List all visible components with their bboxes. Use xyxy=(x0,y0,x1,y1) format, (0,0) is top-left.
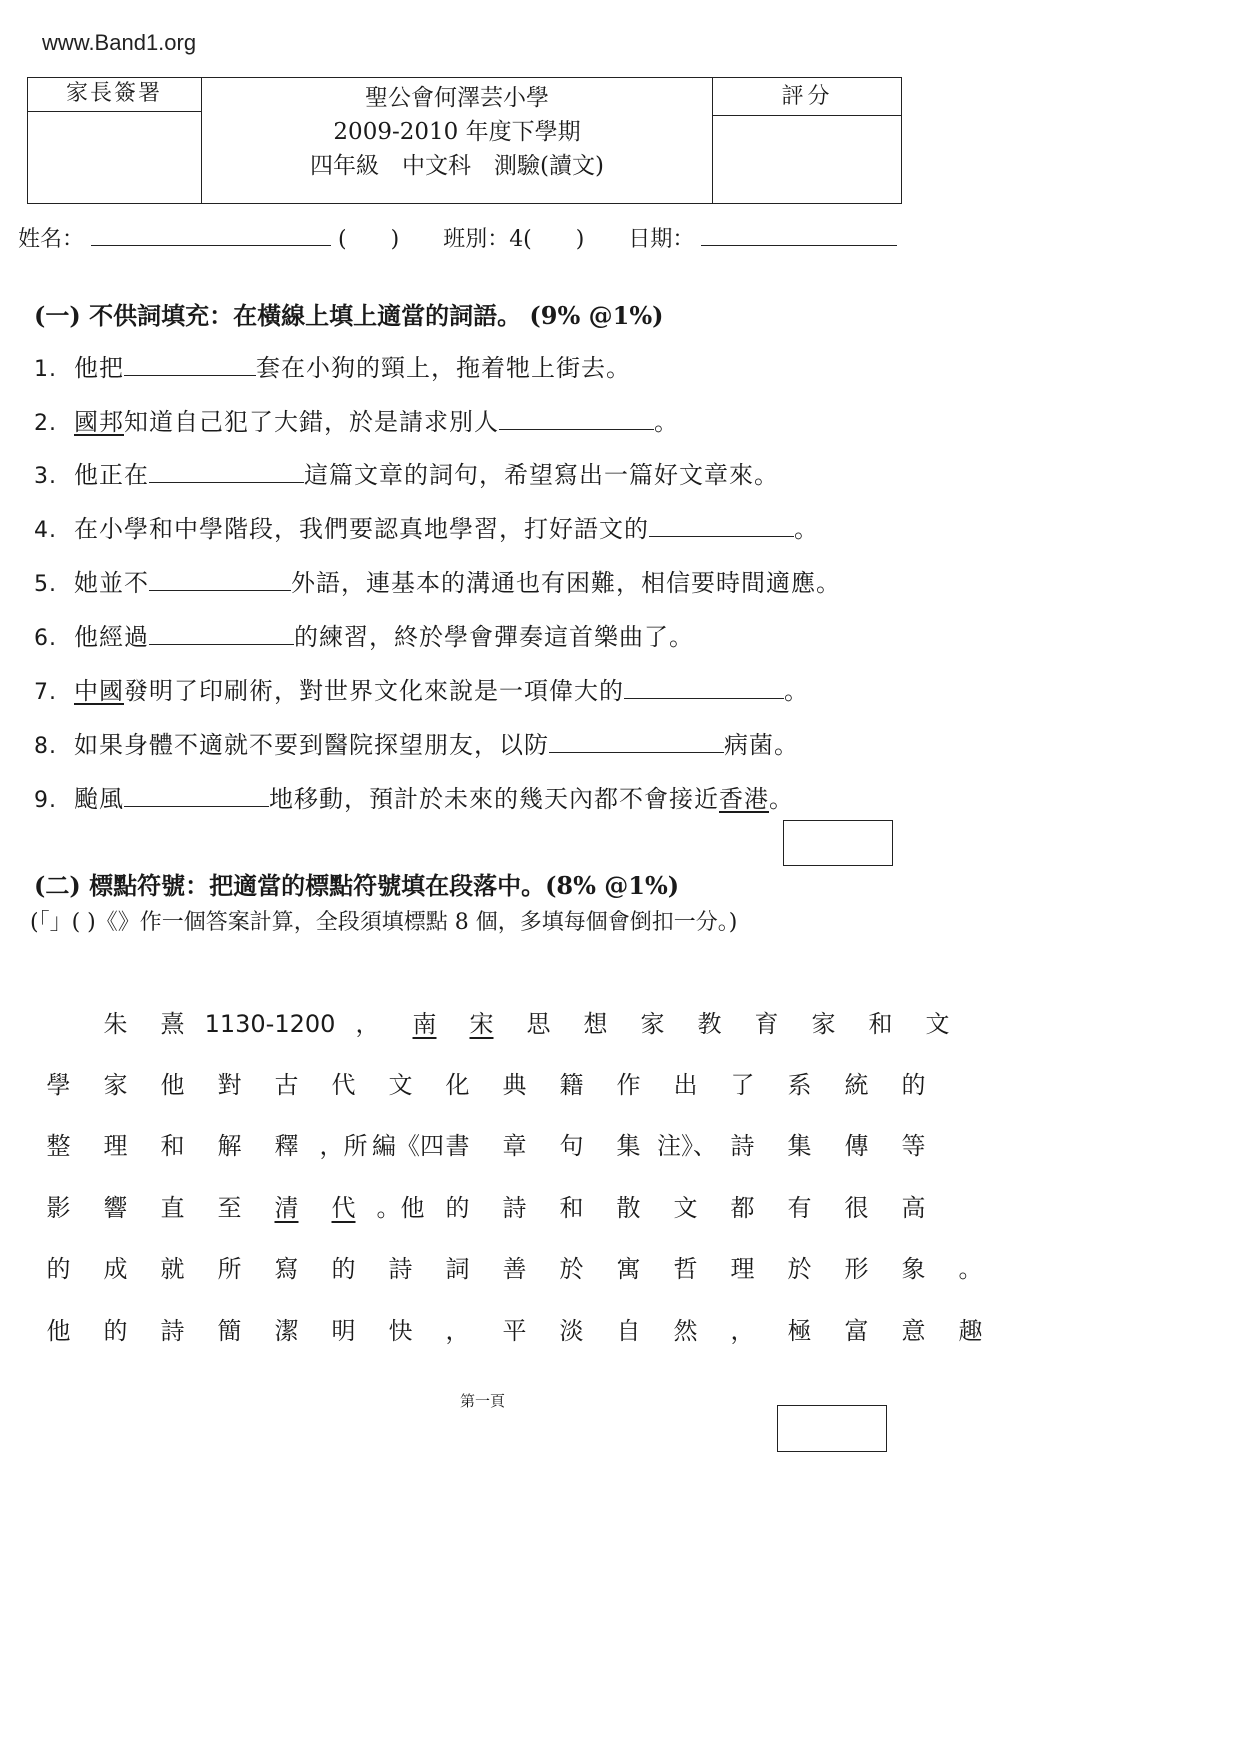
passage-char: 代 xyxy=(331,1194,356,1222)
passage-char: 趣 xyxy=(958,1317,983,1345)
passage-char: 就 xyxy=(160,1255,185,1283)
passage-char: 想 xyxy=(583,1010,608,1038)
school-name: 聖公會何澤芸小學 xyxy=(365,85,549,111)
question-text: 。 xyxy=(654,408,679,436)
passage-char: 簡 xyxy=(217,1317,242,1345)
passage-char: 解 xyxy=(217,1132,242,1160)
passage-char: 了 xyxy=(730,1071,755,1099)
passage-char: 家 xyxy=(811,1010,836,1038)
passage-char: 典 xyxy=(502,1071,527,1099)
question-text: 在小學和中學階段，我們要認真地學習，打好語文的 xyxy=(74,515,649,543)
passage-char: 朱 xyxy=(103,1010,128,1038)
passage-char: 化 xyxy=(445,1071,470,1099)
passage-char: 清 xyxy=(274,1194,299,1222)
date-field[interactable] xyxy=(701,222,897,246)
passage-char: 和 xyxy=(160,1132,185,1160)
question-text: 她並不 xyxy=(74,569,149,597)
section2-note: (「」( )《》作一個答案計算，全段須填標點 8 個，多填每個會倒扣一分。) xyxy=(30,910,738,935)
passage-row xyxy=(30,1249,999,1284)
question-9 xyxy=(34,779,794,814)
answer-blank[interactable] xyxy=(624,673,784,699)
proper-noun: 香港 xyxy=(719,785,769,813)
parent-signature-cell xyxy=(27,77,202,204)
term: 2009-2010 年度下學期 xyxy=(333,119,581,145)
passage-char: 影 xyxy=(46,1194,71,1222)
passage-char: 的 xyxy=(331,1255,356,1283)
date-label: 日期： xyxy=(628,227,695,253)
passage-char: 哲 xyxy=(673,1255,698,1283)
question-4 xyxy=(34,509,819,544)
passage-char: 和 xyxy=(868,1010,893,1038)
passage-char: 對 xyxy=(217,1071,242,1099)
passage-char: 極 xyxy=(787,1317,812,1345)
site-watermark: www.Band1.org xyxy=(42,30,197,55)
passage-row xyxy=(30,1126,942,1161)
answer-blank[interactable] xyxy=(149,565,291,591)
passage-char: 熹 xyxy=(160,1010,185,1038)
section2-title: (二) 標點符號：把適當的標點符號填在段落中。(8% @1%) xyxy=(34,871,680,900)
section1-score-box[interactable] xyxy=(783,820,893,866)
question-text: 。 xyxy=(794,515,819,543)
question-text: 他把 xyxy=(74,354,124,382)
question-text: 的練習，終於學會彈奏這首樂曲了。 xyxy=(294,623,694,651)
passage-char: 宋 xyxy=(469,1010,494,1038)
passage-char: 注》、 xyxy=(657,1132,717,1160)
question-number: 1. xyxy=(34,357,57,382)
answer-blank[interactable] xyxy=(149,457,304,483)
question-number: 3. xyxy=(34,464,57,489)
passage-row xyxy=(30,1004,966,1039)
question-text: 地移動，預計於未來的幾天內都不會接近 xyxy=(269,785,719,813)
passage-char: 學 xyxy=(46,1071,71,1099)
passage-char: 等 xyxy=(901,1132,926,1160)
passage-char: 都 xyxy=(730,1194,755,1222)
passage-char: 於 xyxy=(787,1255,812,1283)
passage-char: 古 xyxy=(274,1071,299,1099)
passage-char: 書 xyxy=(445,1132,470,1160)
passage-char: 的 xyxy=(901,1071,926,1099)
passage-char: 系 xyxy=(787,1071,812,1099)
question-text: 外語，連基本的溝通也有困難，相信要時間適應。 xyxy=(291,569,841,597)
answer-blank[interactable] xyxy=(549,727,724,753)
question-text: 。 xyxy=(784,677,809,705)
passage-char: 集 xyxy=(616,1132,641,1160)
section2-score-box[interactable] xyxy=(777,1405,887,1452)
passage-char: 至 xyxy=(217,1194,242,1222)
question-text: 。 xyxy=(769,785,794,813)
answer-blank[interactable] xyxy=(149,619,294,645)
passage-char: 文 xyxy=(925,1010,950,1038)
question-text: 發明了印刷術，對世界文化來說是一項偉大的 xyxy=(124,677,624,705)
question-number: 8. xyxy=(34,734,57,759)
passage-char: 寫 xyxy=(274,1255,299,1283)
passage-char: 和 xyxy=(559,1194,584,1222)
passage-char: 作 xyxy=(616,1071,641,1099)
question-number: 7. xyxy=(34,680,57,705)
passage-char: 自 xyxy=(616,1317,641,1345)
passage-char: 傳 xyxy=(844,1132,869,1160)
section1-title: (一) 不供詞填充：在橫線上填上適當的詞語。 (9% @1%) xyxy=(34,301,664,330)
passage-char: ， xyxy=(355,1010,380,1038)
passage-char: 成 xyxy=(103,1255,128,1283)
passage-char: 教 xyxy=(697,1010,722,1038)
passage-char: 於 xyxy=(559,1255,584,1283)
passage-char: 明 xyxy=(331,1317,356,1345)
passage-char: 的 xyxy=(103,1317,128,1345)
question-5 xyxy=(34,563,841,598)
passage-char: 句 xyxy=(559,1132,584,1160)
name-field[interactable] xyxy=(91,222,331,246)
passage-char: 集 xyxy=(787,1132,812,1160)
passage-char: 家 xyxy=(103,1071,128,1099)
passage-char: 善 xyxy=(502,1255,527,1283)
passage-char: 詞 xyxy=(445,1255,470,1283)
passage-char: 出 xyxy=(673,1071,698,1099)
answer-blank[interactable] xyxy=(124,781,269,807)
passage-char: 整 xyxy=(46,1132,71,1160)
passage-char: 統 xyxy=(844,1071,869,1099)
passage-char: 南 xyxy=(412,1010,437,1038)
passage-char: ， xyxy=(730,1317,755,1345)
question-text: 這篇文章的詞句，希望寫出一篇好文章來。 xyxy=(304,461,779,489)
passage-char: 高 xyxy=(901,1194,926,1222)
passage-char: 文 xyxy=(388,1071,413,1099)
passage-row xyxy=(30,1065,942,1100)
passage-char: 文 xyxy=(673,1194,698,1222)
page-number: 第一頁 xyxy=(460,1392,506,1410)
question-text: 如果身體不適就不要到醫院探望朋友，以防 xyxy=(74,731,549,759)
passage-char: 響 xyxy=(103,1194,128,1222)
header-title-cell xyxy=(202,77,712,204)
passage-char: 詩 xyxy=(160,1317,185,1345)
passage-char: 意 xyxy=(901,1317,926,1345)
passage-char: 富 xyxy=(844,1317,869,1345)
passage-char: 快 xyxy=(388,1317,413,1345)
class-number-paren: ( ) xyxy=(338,227,400,253)
question-text: 颱風 xyxy=(74,785,124,813)
passage-char: 潔 xyxy=(274,1317,299,1345)
passage-char: 詩 xyxy=(388,1255,413,1283)
passage-char: 籍 xyxy=(559,1071,584,1099)
question-text: 他經過 xyxy=(74,623,149,651)
question-number: 5. xyxy=(34,572,57,597)
question-text: 套在小狗的頸上，拖着牠上街去。 xyxy=(256,354,631,382)
passage-char: 詩 xyxy=(502,1194,527,1222)
proper-noun: 中國 xyxy=(74,677,124,705)
passage-char: 平 xyxy=(502,1317,527,1345)
passage-char: ， xyxy=(445,1317,470,1345)
question-8 xyxy=(34,725,799,760)
passage-char: 他 xyxy=(46,1317,71,1345)
answer-blank[interactable] xyxy=(649,511,794,537)
passage-char: 代 xyxy=(331,1071,356,1099)
passage-char: 然 xyxy=(673,1317,698,1345)
passage-char: 他 xyxy=(160,1071,185,1099)
proper-noun: 國邦 xyxy=(74,408,124,436)
name-label: 姓名： xyxy=(18,227,85,253)
question-3 xyxy=(34,455,779,490)
parent-signature-label: 家長簽署 xyxy=(27,77,201,112)
subject: 四年級 中文科 測驗(讀文) xyxy=(310,153,604,179)
passage-char: 所 xyxy=(217,1255,242,1283)
passage-char: 直 xyxy=(160,1194,185,1222)
score-label: 評分 xyxy=(713,77,902,116)
passage-char: 思 xyxy=(526,1010,551,1038)
passage-char: ，所 xyxy=(319,1132,368,1160)
question-text: 病菌。 xyxy=(724,731,799,759)
passage-char: 的 xyxy=(46,1255,71,1283)
passage-char: 的 xyxy=(445,1194,470,1222)
passage-char: 。 xyxy=(958,1255,983,1283)
answer-blank[interactable] xyxy=(124,350,256,376)
question-1 xyxy=(34,348,631,383)
score-cell xyxy=(712,77,902,204)
passage-char: 很 xyxy=(844,1194,869,1222)
passage-char: 1130-1200 xyxy=(204,1010,336,1038)
passage-char: 形 xyxy=(844,1255,869,1283)
question-number: 6. xyxy=(34,626,57,651)
passage-char: 編《四 xyxy=(372,1132,444,1160)
passage-char: 散 xyxy=(616,1194,641,1222)
passage-char: 理 xyxy=(103,1132,128,1160)
question-2 xyxy=(34,402,679,437)
question-6 xyxy=(34,617,694,652)
passage-char: 釋 xyxy=(274,1132,299,1160)
passage-char: 象 xyxy=(901,1255,926,1283)
passage-char: 章 xyxy=(502,1132,527,1160)
question-number: 2. xyxy=(34,411,57,436)
passage-char: 。他 xyxy=(376,1194,425,1222)
passage-char: 有 xyxy=(787,1194,812,1222)
passage-char: 詩 xyxy=(730,1132,755,1160)
passage-char: 家 xyxy=(640,1010,665,1038)
passage-char: 淡 xyxy=(559,1317,584,1345)
student-info-line xyxy=(18,222,897,253)
passage-char: 理 xyxy=(730,1255,755,1283)
answer-blank[interactable] xyxy=(499,404,654,430)
question-7 xyxy=(34,671,809,706)
question-number: 4. xyxy=(34,518,57,543)
passage-char: 育 xyxy=(754,1010,779,1038)
class-label: 班別：4( ) xyxy=(443,227,585,253)
question-text: 知道自己犯了大錯，於是請求別人 xyxy=(124,408,499,436)
question-number: 9. xyxy=(34,788,57,813)
question-text: 他正在 xyxy=(74,461,149,489)
passage-char: 寓 xyxy=(616,1255,641,1283)
passage-row xyxy=(30,1188,942,1223)
passage-row xyxy=(30,1311,999,1346)
